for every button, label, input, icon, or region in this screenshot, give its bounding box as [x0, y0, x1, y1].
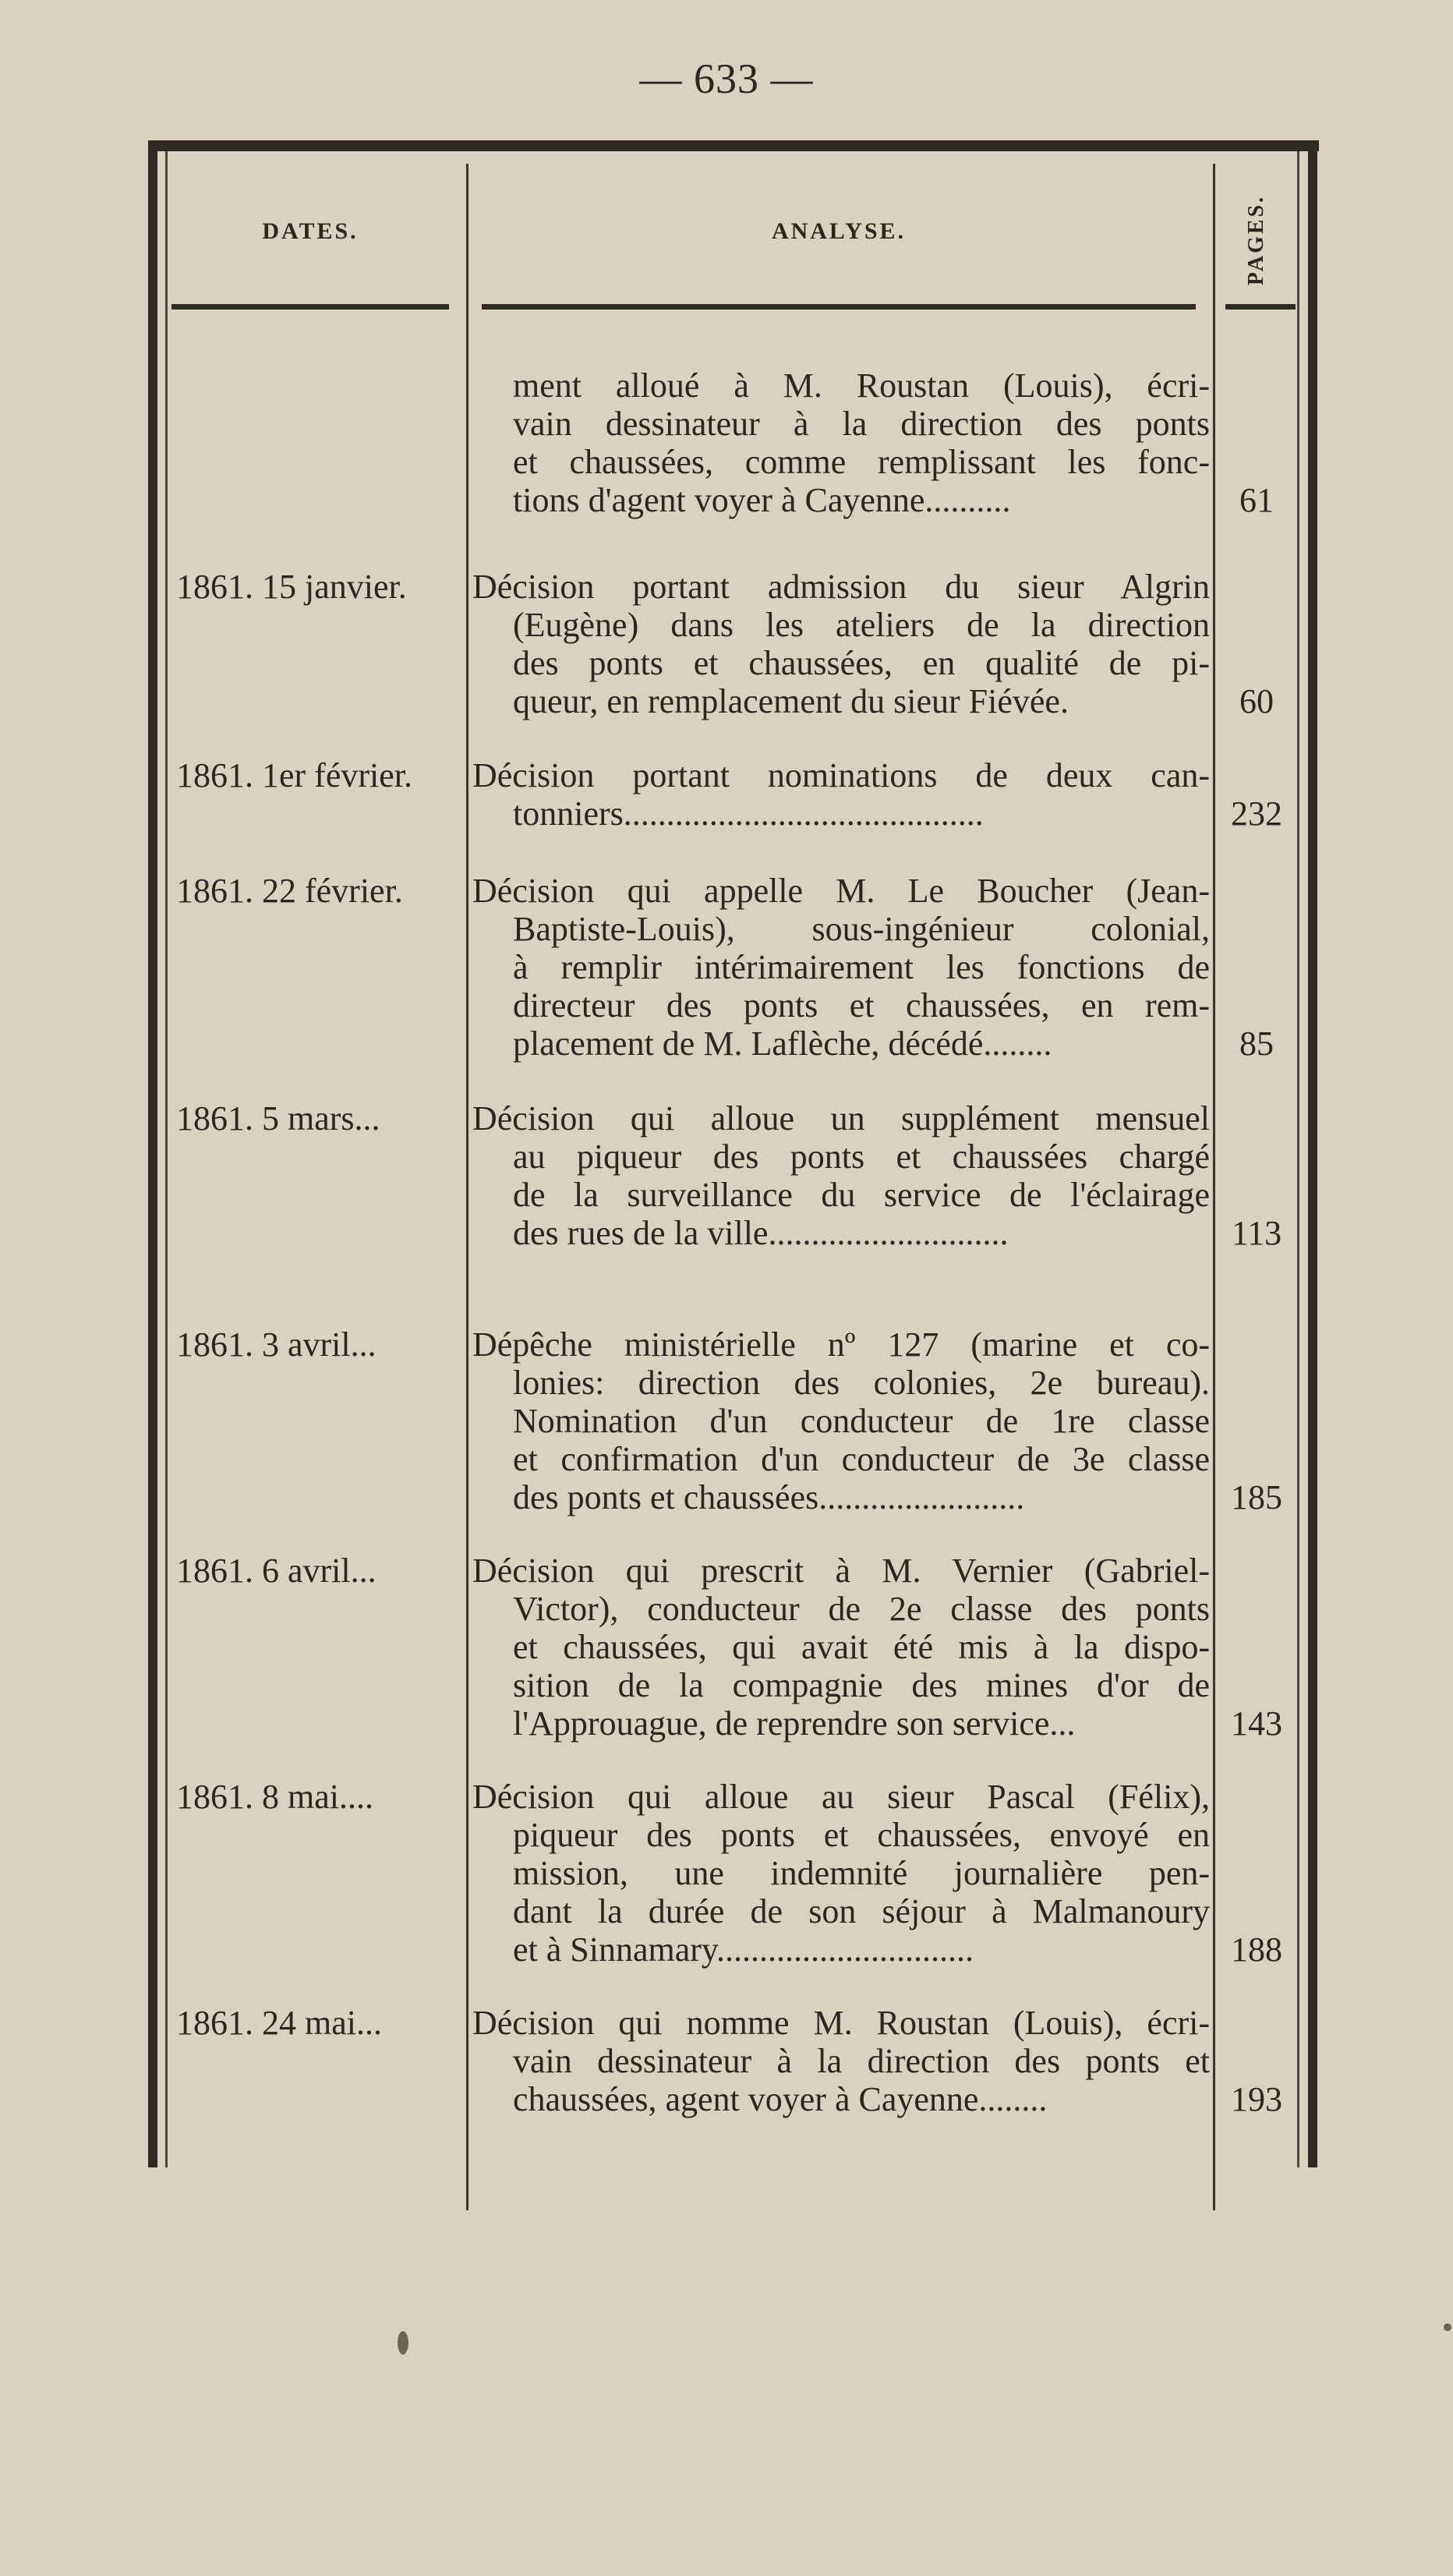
analysis-line: Victor), conducteur de 2e classe des ponts — [513, 1590, 1210, 1628]
analysis-line: directeur des ponts et chaussées, en rem- — [513, 986, 1210, 1024]
analysis-line: vain dessinateur à la direction des ponts et — [513, 2042, 1210, 2080]
analysis-line: Décision portant nominations de deux can- — [472, 756, 1210, 794]
column-divider-pages — [1213, 164, 1215, 2210]
analysis-line: au piqueur des ponts et chaussées chargé — [513, 1138, 1210, 1176]
entry-page-number: 188 — [1231, 1930, 1282, 1969]
entry-date: 1861. 24 mai... — [176, 2004, 382, 2042]
entry-analysis — [472, 366, 1210, 519]
entry-page-number: 113 — [1231, 1214, 1282, 1252]
analysis-line: piqueur des ponts et chaussées, envoyé en — [513, 1816, 1210, 1854]
entry-analysis — [472, 568, 1210, 720]
analysis-line: Décision qui alloue un supplément mensuel — [472, 1099, 1210, 1138]
table-right-inner-rule — [1297, 151, 1299, 2167]
header-rule-dates — [171, 304, 449, 310]
column-header-pages — [1218, 186, 1296, 295]
entry-page-number: 143 — [1231, 1704, 1282, 1743]
analysis-line: de la surveillance du service de l'éclairage — [513, 1176, 1210, 1214]
analysis-line: tonniers.......................................... — [513, 794, 984, 833]
entry-date: 1861. 22 février. — [176, 872, 403, 910]
entry-page-number: 85 — [1239, 1024, 1274, 1063]
analysis-line: dant la durée de son séjour à Malmanoury — [513, 1892, 1210, 1930]
entry-page-number: 60 — [1239, 682, 1274, 720]
analysis-line: mission, une indemnité journalière pen- — [513, 1854, 1210, 1892]
analysis-line: Décision qui appelle M. Le Boucher (Jean- — [472, 872, 1210, 910]
analysis-line: des rues de la ville............................ — [513, 1214, 1009, 1252]
entry-date: 1861. 8 mai.... — [176, 1778, 373, 1816]
analysis-line: Décision qui prescrit à M. Vernier (Gabriel- — [472, 1552, 1210, 1590]
analysis-line: et chaussées, qui avait été mis à la dispo- — [513, 1628, 1210, 1666]
paper-speck — [1444, 2323, 1451, 2331]
entry-analysis — [472, 2004, 1210, 2118]
table-top-rule — [148, 140, 1319, 151]
table-right-rule — [1308, 140, 1317, 2167]
index-table — [148, 140, 1319, 2167]
analysis-line: des ponts et chaussées, en qualité de pi- — [513, 644, 1210, 682]
column-header-analyse: ANALYSE. — [771, 218, 907, 244]
table-left-rule — [148, 140, 157, 2167]
entry-analysis — [472, 872, 1210, 1063]
table-left-inner-rule — [165, 151, 168, 2167]
analysis-line: chaussées, agent voyer à Cayenne........ — [513, 2080, 1048, 2118]
analysis-line: placement de M. Laflèche, décédé........ — [513, 1024, 1052, 1063]
column-header-pages-label: PAGES. — [1244, 194, 1268, 286]
analysis-line: Baptiste-Louis), sous-ingénieur colonial, — [513, 910, 1210, 948]
entry-page-number: 193 — [1231, 2080, 1282, 2118]
analysis-line: (Eugène) dans les ateliers de la direction — [513, 606, 1210, 644]
entry-date: 1861. 1er février. — [176, 756, 412, 794]
header-rule-pages — [1225, 304, 1296, 310]
entry-page-number: 61 — [1239, 481, 1274, 519]
entry-page-number: 185 — [1231, 1478, 1282, 1516]
analysis-line: queur, en remplacement du sieur Fiévée. — [513, 682, 1069, 720]
analysis-line: ment alloué à M. Roustan (Louis), écri- — [513, 366, 1210, 405]
analysis-line: vain dessinateur à la direction des ponts — [513, 405, 1210, 443]
analysis-line: l'Approuague, de reprendre son service... — [513, 1704, 1076, 1743]
page-number: — 633 — — [639, 55, 814, 102]
entry-date: 1861. 6 avril... — [176, 1552, 377, 1590]
analysis-line: à remplir intérimairement les fonctions de — [513, 948, 1210, 986]
analysis-line: et à Sinnamary.............................. — [513, 1930, 974, 1969]
entry-date: 1861. 15 janvier. — [176, 568, 407, 606]
analysis-line: et chaussées, comme remplissant les fonc- — [513, 443, 1210, 481]
analysis-line: et confirmation d'un conducteur de 3e classe — [513, 1440, 1210, 1478]
header-rule-analyse — [482, 304, 1196, 310]
analysis-line: Décision qui nomme M. Roustan (Louis), écri- — [472, 2004, 1210, 2042]
entry-date: 1861. 5 mars... — [176, 1099, 380, 1138]
column-header-dates: DATES. — [262, 218, 359, 244]
entry-date: 1861. 3 avril... — [176, 1325, 377, 1364]
analysis-line: sition de la compagnie des mines d'or de — [513, 1666, 1210, 1704]
analysis-line: Décision portant admission du sieur Algrin — [472, 568, 1210, 606]
analysis-line: lonies: direction des colonies, 2e bureau). — [513, 1364, 1210, 1402]
paper-speck — [398, 2331, 408, 2355]
entry-analysis — [472, 756, 1210, 833]
entry-analysis — [472, 1325, 1210, 1516]
entry-page-number: 232 — [1231, 794, 1282, 833]
entry-analysis — [472, 1778, 1210, 1969]
analysis-line: des ponts et chaussées........................ — [513, 1478, 1025, 1516]
entry-analysis — [472, 1099, 1210, 1252]
analysis-line: Décision qui alloue au sieur Pascal (Félix), — [472, 1778, 1210, 1816]
analysis-line: Nomination d'un conducteur de 1re classe — [513, 1402, 1210, 1440]
column-divider-dates — [466, 164, 468, 2210]
analysis-line: tions d'agent voyer à Cayenne.......... — [513, 481, 1011, 519]
analysis-line: Dépêche ministérielle nº 127 (marine et co- — [472, 1325, 1210, 1364]
entry-analysis — [472, 1552, 1210, 1743]
